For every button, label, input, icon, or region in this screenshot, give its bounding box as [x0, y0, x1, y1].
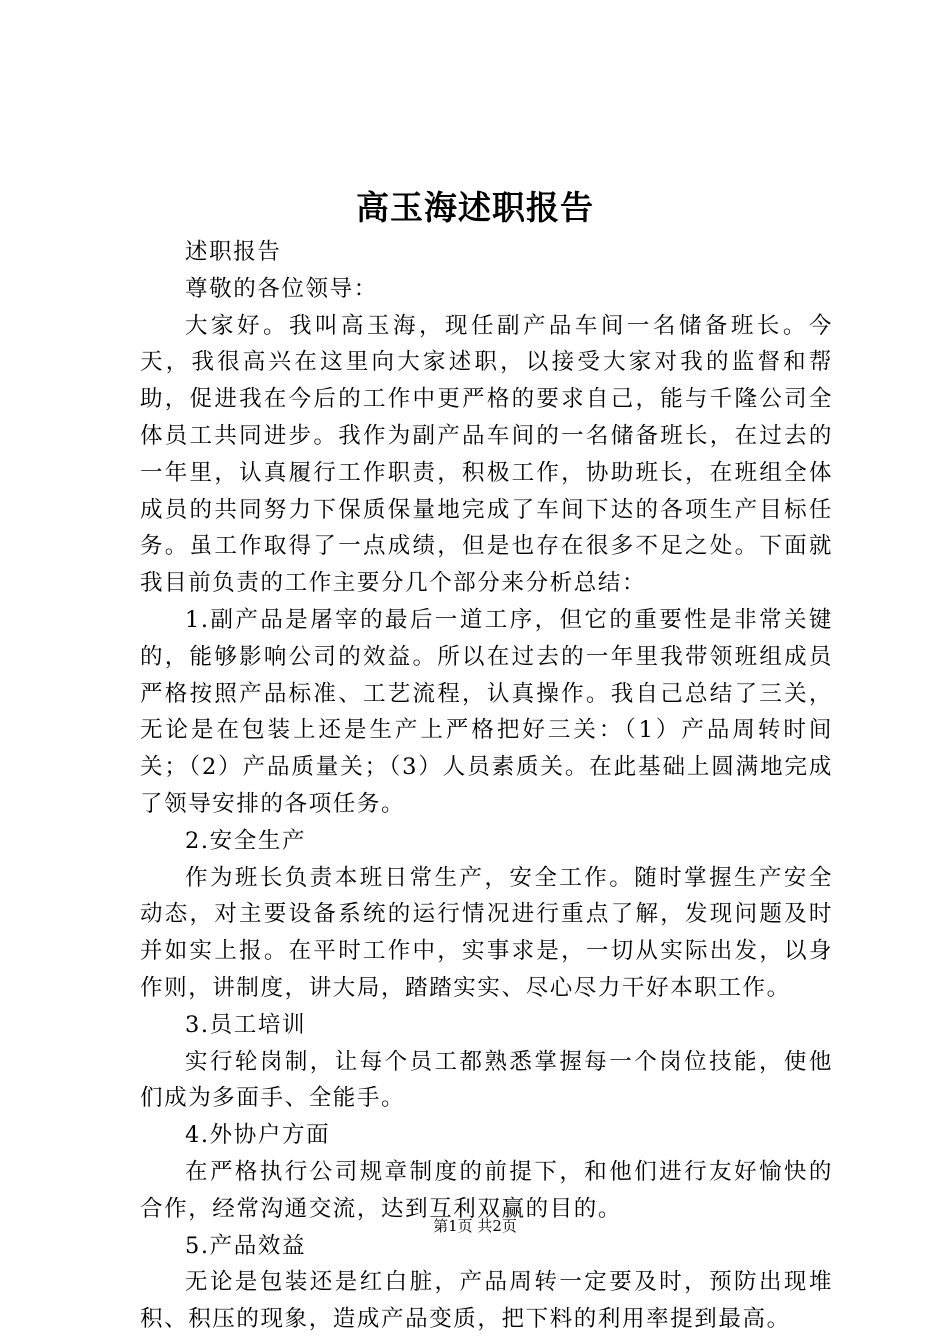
- section-heading-safety: 2.安全生产: [185, 827, 307, 854]
- page-footer: 第1页 共2页: [433, 1217, 517, 1235]
- section-heading-training: 3.员工培训: [185, 1011, 307, 1038]
- document-title: 高玉海述职报告: [356, 188, 594, 227]
- document-body: [140, 234, 833, 1338]
- paragraph-section-1: 1.副产品是屠宰的最后一道工序，但它的重要性是非常关键的，能够影响公司的效益。所以在过去的一年里我带领班组成员严格按照产品标准、工艺流程，认真操作。我自己总结了三关，无论是在包装上还是生产上严格把好三关：（1）产品周转时间关；（2）产品质量关；（3）人员素质关。在此基础上圆满地完成了领导安排的各项任务。: [140, 606, 833, 817]
- paragraph-safety: 作为班长负责本班日常生产，安全工作。随时掌握生产安全动态，对主要设备系统的运行情况进行重点了解，发现问题及时并如实上报。在平时工作中，实事求是，一切从实际出发，以身作则，讲制度，讲大局，踏踏实实、尽心尽力干好本职工作。: [140, 864, 833, 1001]
- paragraph-partners: 在严格执行公司规章制度的前提下，和他们进行友好愉快的合作，经常沟通交流，达到互利双赢的目的。: [140, 1158, 833, 1222]
- paragraph-heading: 述职报告: [185, 239, 282, 265]
- paragraph-training: 实行轮岗制，让每个员工都熟悉掌握每一个岗位技能，使他们成为多面手、全能手。: [140, 1048, 833, 1112]
- section-heading-efficiency: 5.产品效益: [185, 1232, 307, 1259]
- paragraph-salutation: 尊敬的各位领导：: [185, 275, 378, 302]
- paragraph-efficiency: 无论是包装还是红白脏，产品周转一定要及时，预防出现堆积、积压的现象，造成产品变质，把下料的利用率提到最高。: [140, 1269, 833, 1333]
- section-heading-partners: 4.外协户方面: [185, 1122, 331, 1149]
- paragraph-intro: 大家好。我叫高玉海，现任副产品车间一名储备班长。今天，我很高兴在这里向大家述职，以接受大家对我的监督和帮助，促进我在今后的工作中更严格的要求自己，能与千隆公司全体员工共同进步。我作为副产品车间的一名储备班长，在过去的一年里，认真履行工作职责，积极工作，协助班长，在班组全体成员的共同努力下保质保量地完成了车间下达的各项生产目标任务。虽工作取得了一点成绩，但是也存在很多不足之处。下面就我目前负责的工作主要分几个部分来分析总结：: [140, 312, 833, 597]
